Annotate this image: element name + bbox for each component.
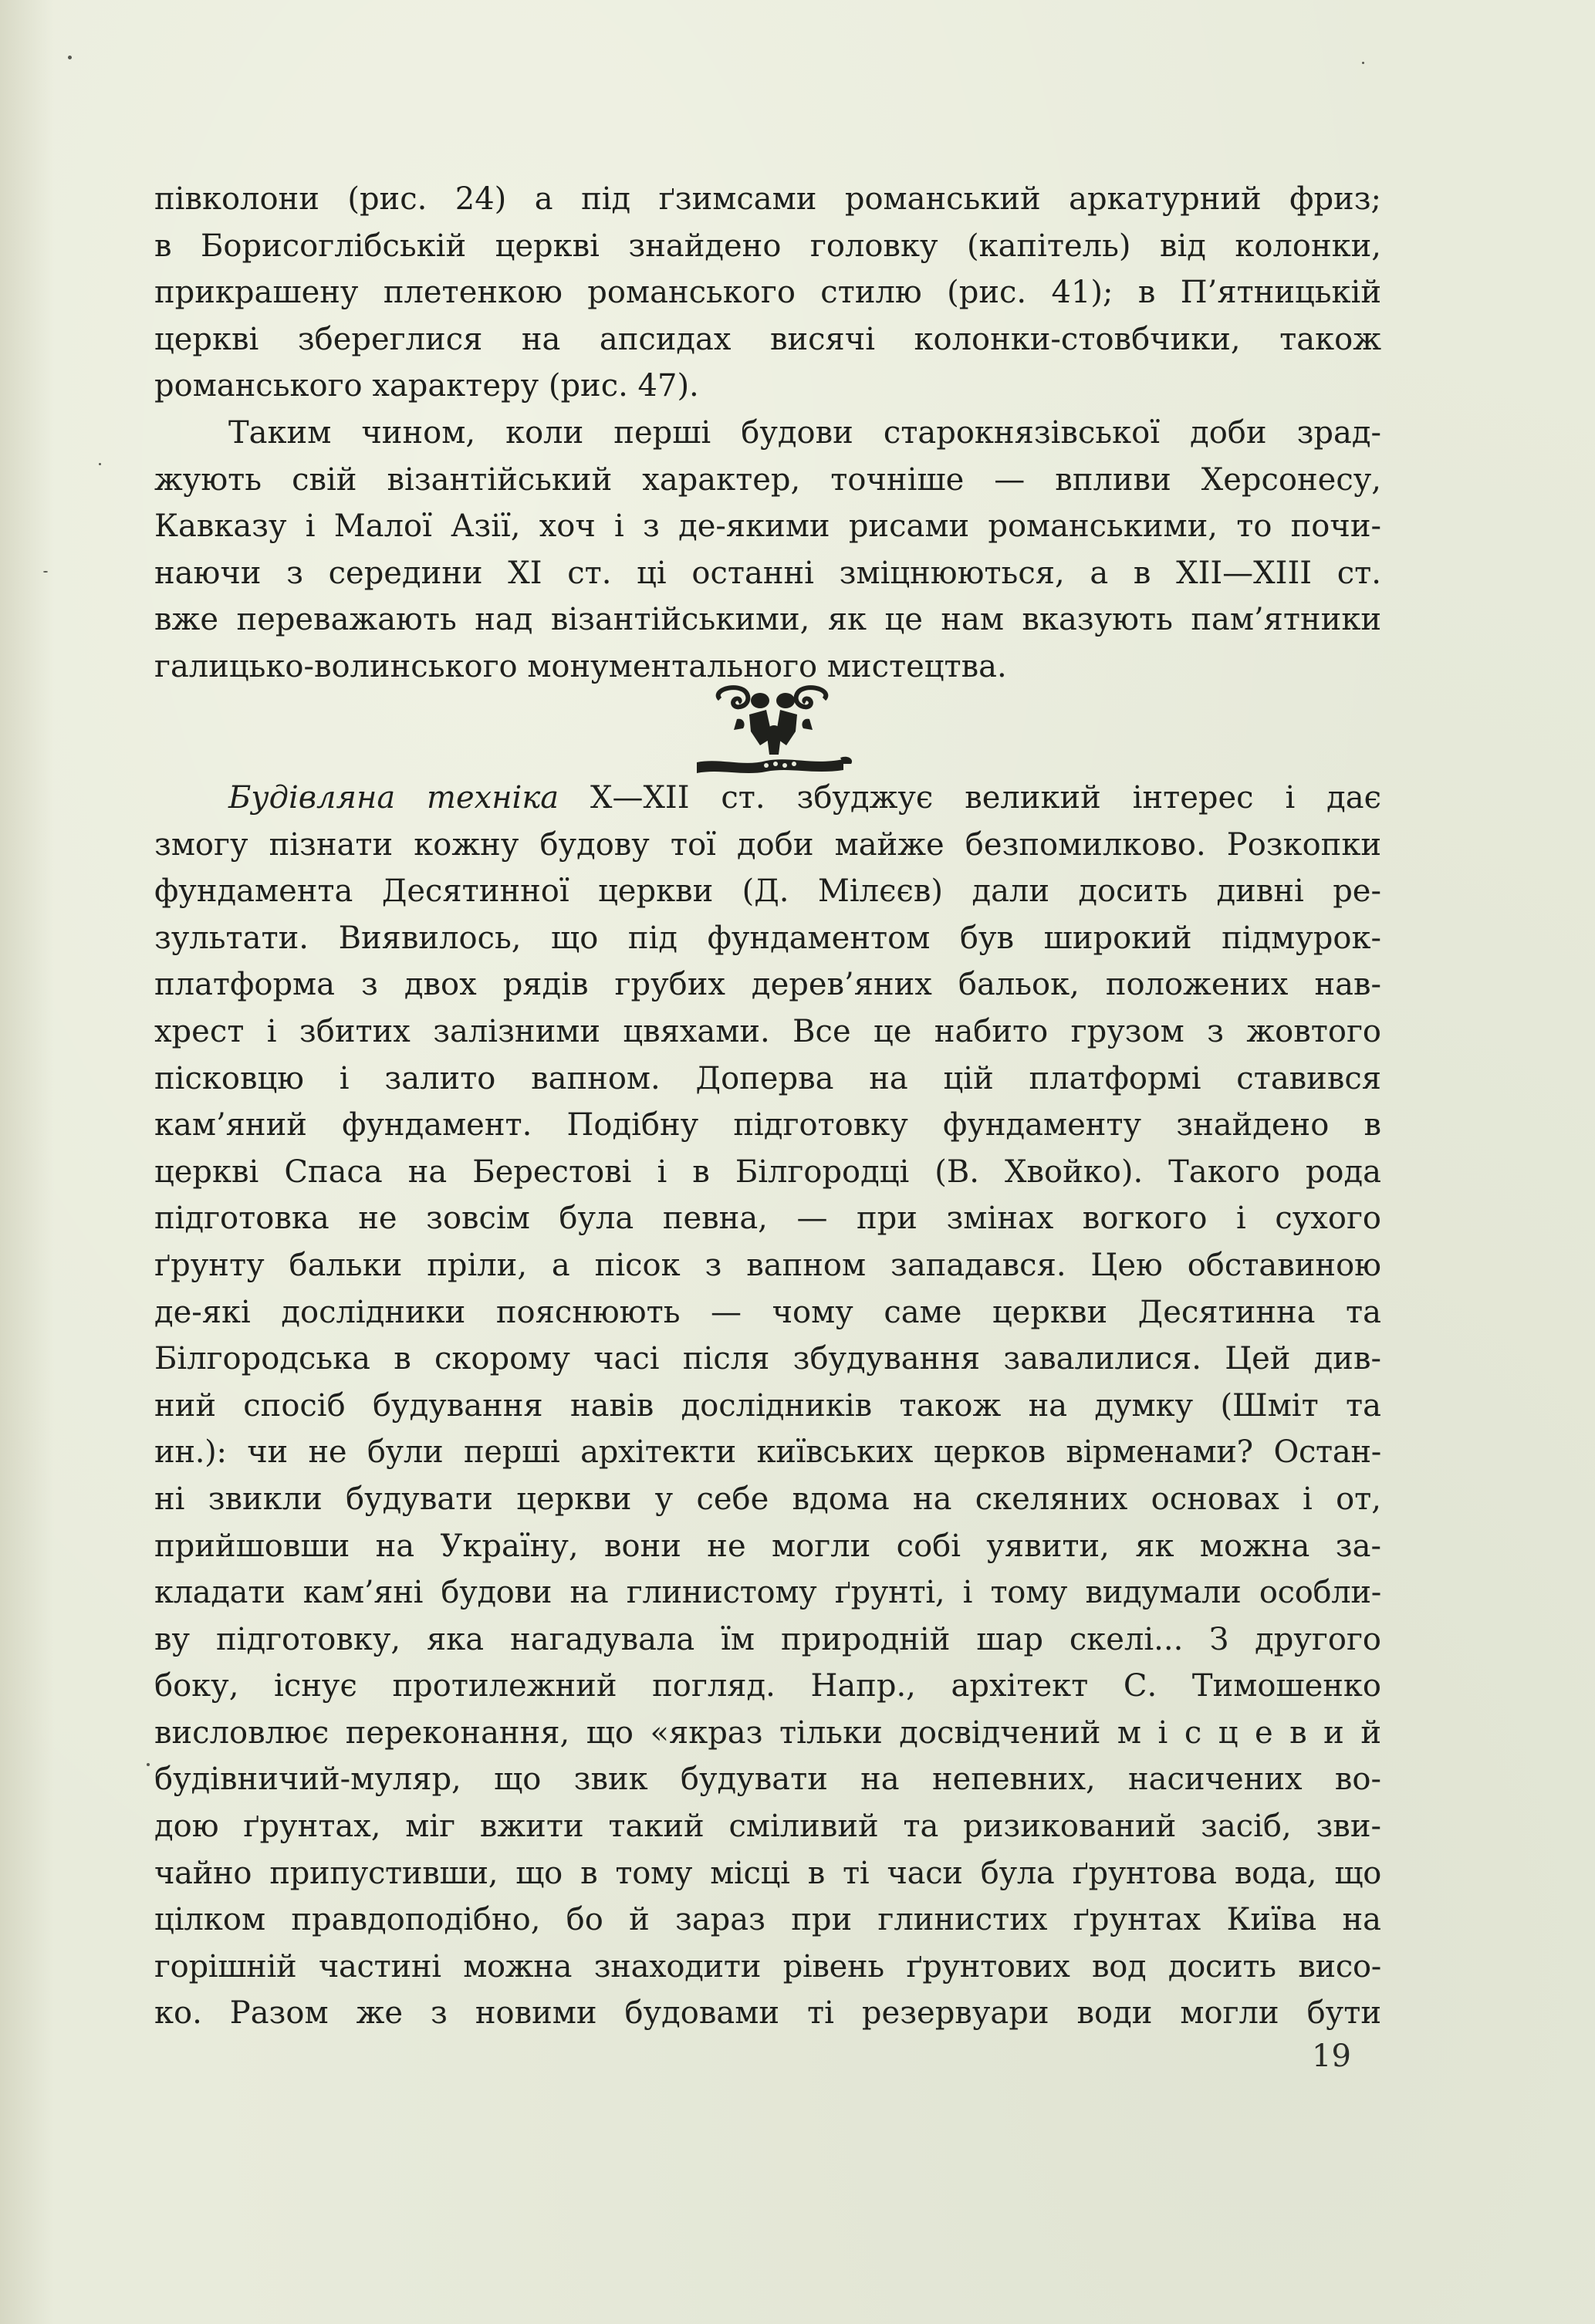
text-line: романського характеру (рис. 47). — [154, 368, 699, 404]
scan-speck — [1362, 62, 1364, 64]
text-line: вже переважають над візантійськими, як це нам вказують пам’ятники — [154, 602, 1381, 638]
text-line: підготовка не зовсім була певна, — при змінах вогкого і сухого — [154, 1201, 1381, 1237]
ornament-vignette — [689, 684, 859, 780]
scan-speck — [43, 571, 48, 573]
text-line: чайно припустивши, що в тому місці в ті часи була ґрунтова вода, що — [154, 1855, 1381, 1891]
page-number: 19 — [1312, 2039, 1351, 2074]
text-line: горішній частині можна знаходити рівень ґрунтових вод досить висо- — [154, 1948, 1381, 1985]
text-block-bottom — [154, 775, 1381, 2037]
text-line: платформа з двох рядів грубих дерев’яних бальок, положених нав- — [154, 967, 1381, 1003]
text-line: ин.): чи не були перші архітекти київських церков вірменами? Остан- — [154, 1434, 1381, 1471]
page-edge-shadow — [0, 0, 54, 2324]
text-line: дою ґрунтах, міг вжити такий сміливий та ризикований засіб, зви- — [154, 1809, 1381, 1845]
text-line-rest: X—XII ст. збуджує великий інтерес і дає — [590, 780, 1382, 816]
scan-speck — [99, 463, 101, 465]
text-line: ні звикли будувати церкви у себе вдома на скеляних основах і от, — [154, 1481, 1381, 1517]
text-line: Кавказу і Малої Азії, хоч і з де-якими рисами романськими, то почи- — [154, 508, 1381, 545]
text-line: галицько-волинського монументального мистецтва. — [154, 648, 1007, 684]
text-line: фундамента Десятинної церкви (Д. Мілєєв) дали досить дивні ре- — [154, 873, 1381, 910]
text-line: цілком правдоподібно, бо й зараз при глинистих ґрунтах Київа на — [154, 1902, 1381, 1938]
text-line: боку, існує протилежний погляд. Напр., архітект С. Тимошенко — [154, 1668, 1381, 1704]
text-line: кладати кам’яні будови на глинистому ґрунті, і тому видумали особли- — [154, 1575, 1381, 1611]
text-line: жують свій візантійський характер, точніше — впливи Херсонесу, — [154, 461, 1381, 498]
text-line: змогу пізнати кожну будову тої доби майже безпомилково. Розкопки — [154, 826, 1381, 863]
text-line: висловлює переконання, що «якраз тільки досвідчений м і с ц е в и й — [154, 1714, 1381, 1751]
text-line: пісковцю і залито вапном. Доперва на цій платформі ставився — [154, 1060, 1381, 1096]
text-line: церкві Спаса на Берестові і в Білгородці (В. Хвойко). Такого рода — [154, 1154, 1381, 1190]
text-line: в Борисоглібській церкві знайдено головку (капітель) від колонки, — [154, 228, 1381, 264]
text-line: півколони (рис. 24) а під ґзимсами романський аркатурний фриз; — [154, 181, 1381, 217]
text-line: Білгородська в скорому часі після збудування завалилися. Цей див- — [154, 1341, 1381, 1377]
text-line: ґрунту бальки пріли, а пісок з вапном западався. Цею обставиною — [154, 1247, 1381, 1283]
text-line: хрест і збитих залізними цвяхами. Все це набито грузом з жовтого — [154, 1013, 1381, 1049]
text-line: наючи з середини XI ст. ці останні зміцнюються, а в XII—XIII ст. — [154, 555, 1381, 591]
text-line: зультати. Виявилось, що під фундаментом був широкий підмурок- — [154, 920, 1381, 956]
text-line: ний спосіб будування навів дослідників також на думку (Шміт та — [154, 1387, 1381, 1424]
text-line: Таким чином, коли перші будови старокнязівської доби зрад- — [228, 414, 1381, 451]
scan-speck — [68, 56, 72, 59]
text-line: ко. Разом же з новими будовами ті резервуари води могли бути — [154, 1995, 1381, 2032]
text-line: будівничий-муляр, що звик будувати на непевних, насичених во- — [154, 1762, 1381, 1798]
text-line: прийшовши на Україну, вони не могли собі уявити, як можна за- — [154, 1528, 1381, 1564]
text-line: прикрашену плетенкою романського стилю (рис. 41); в П’ятницькій — [154, 275, 1381, 311]
text-line-lead — [154, 775, 1381, 822]
section-lead-italic: Будівляна техніка — [228, 780, 559, 816]
text-line: кам’яний фундамент. Подібну підготовку фундаменту знайдено в — [154, 1107, 1381, 1143]
text-line: церкві збереглися на апсидах висячі колонки-стовбчики, також — [154, 321, 1381, 357]
text-block-top — [154, 176, 1381, 691]
text-line: ву підготовку, яка нагадувала їм природній шар скелі... З другого — [154, 1621, 1381, 1657]
scan-speck — [147, 1763, 150, 1766]
text-line: де-які дослідники пояснюють — чому саме церкви Десятинна та — [154, 1294, 1381, 1330]
